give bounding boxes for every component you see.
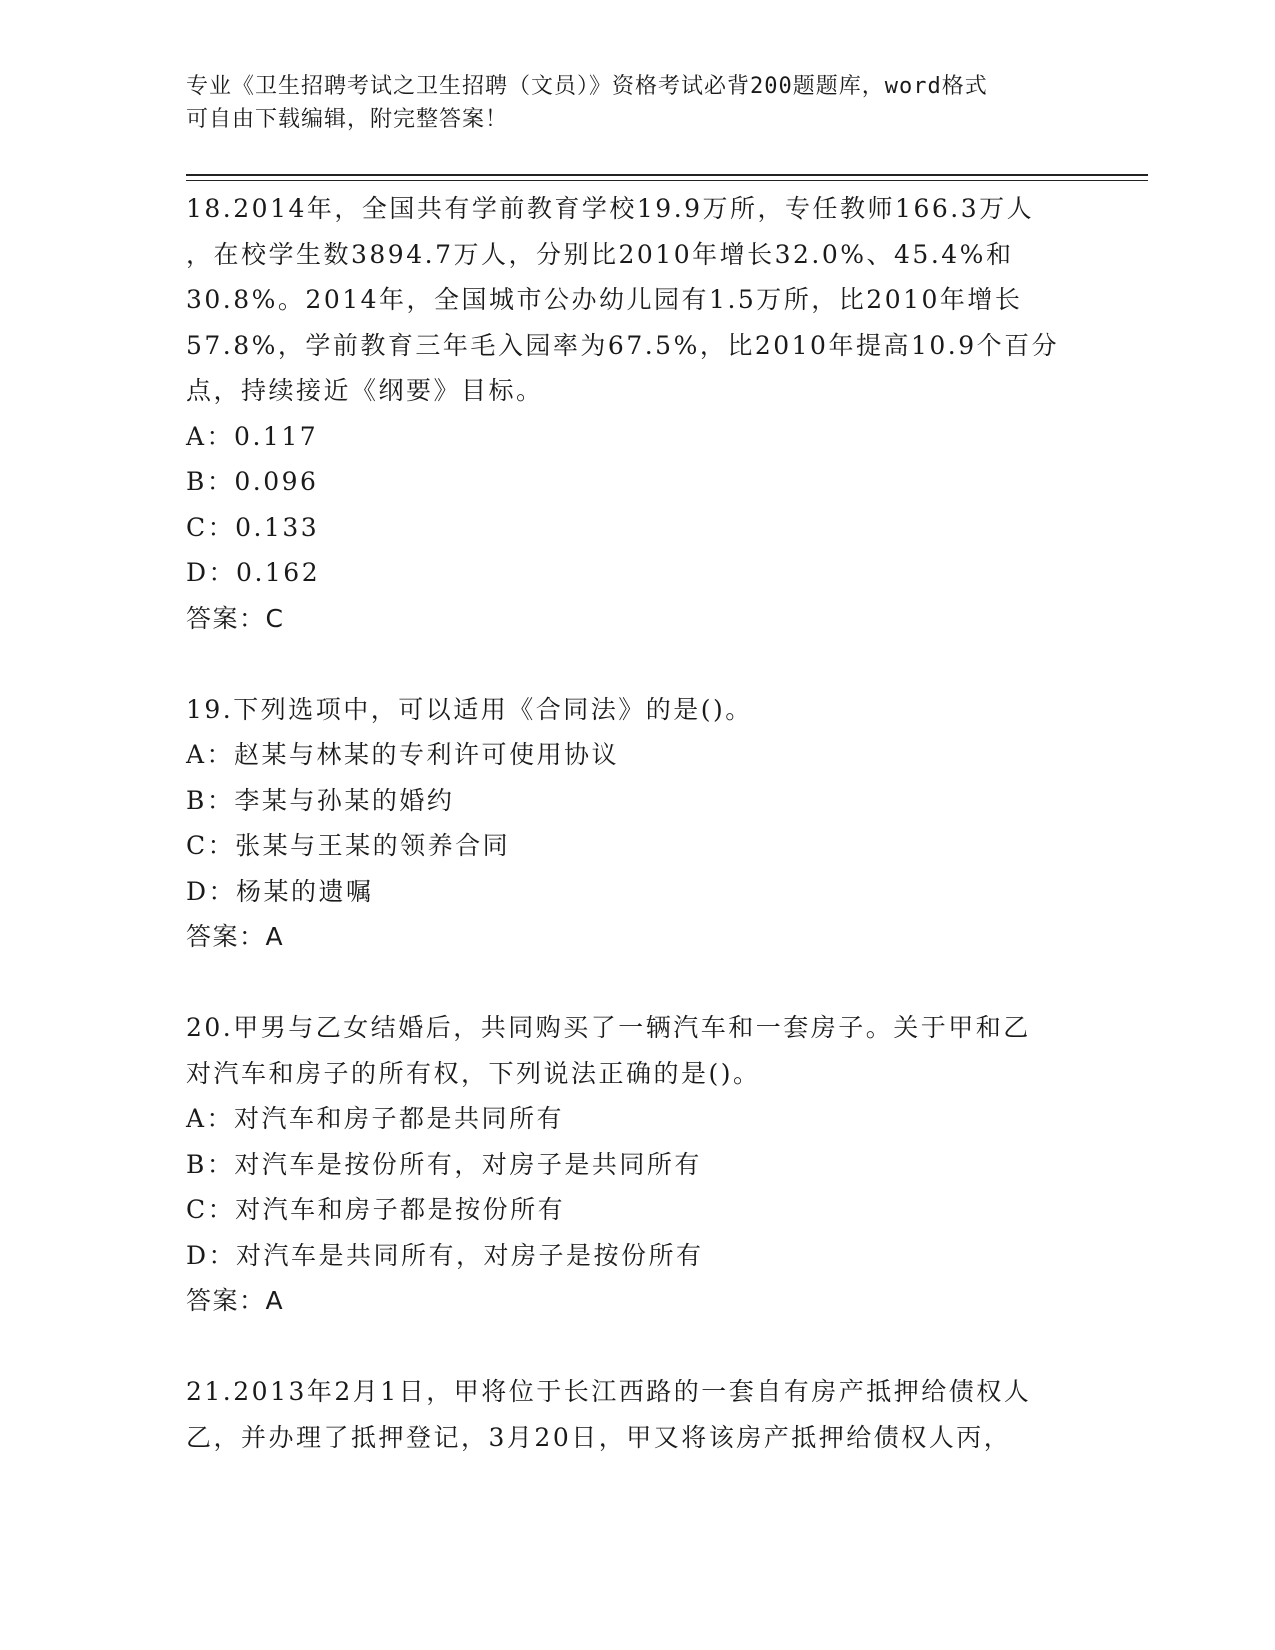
question-19-option-a: A：赵某与林某的专利许可使用协议 [186,740,620,769]
question-20-option-c: C：对汽车和房子都是按份所有 [186,1195,566,1224]
question-18-option-a: A：0.117 [186,421,319,451]
question-21-line-1: 21.2013年2月1日，甲将位于长江西路的一套自有房产抵押给债权人 [186,1377,1032,1406]
question-21-line-2: 乙，并办理了抵押登记，3月20日，甲又将该房产抵押给债权人丙， [186,1422,1012,1452]
question-18-line-2: ，在校学生数3894.7万人，分别比2010年增长32.0%、45.4%和 [186,239,1014,269]
question-20-answer: 答案：A [186,1286,285,1315]
question-18-line-3: 30.8%。2014年，全国城市公办幼儿园有1.5万所，比2010年增长 [186,285,1023,314]
question-21 [186,1369,1076,1460]
question-20-line-2: 对汽车和房子的所有权，下列说法正确的是()。 [186,1058,761,1088]
question-19-option-d: D：杨某的遗嘱 [186,876,374,906]
question-19-answer: 答案：A [186,922,285,951]
question-19-line-1: 19.下列选项中，可以适用《合同法》的是()。 [186,694,753,724]
question-20 [186,1005,1076,1324]
header-line-1: 专业《卫生招聘考试之卫生招聘（文员）》资格考试必背200题题库，word格式 [186,74,988,99]
question-20-option-d: D：对汽车是共同所有，对房子是按份所有 [186,1240,704,1270]
question-18-option-c: C：0.133 [186,512,320,542]
question-20-option-a: A：对汽车和房子都是共同所有 [186,1104,565,1133]
question-18-option-b: B：0.096 [186,467,319,496]
question-20-option-b: B：对汽车是按份所有，对房子是共同所有 [186,1149,702,1179]
question-19-option-c: C：张某与王某的领养合同 [186,831,511,860]
question-18-line-1: 18.2014年，全国共有学前教育学校19.9万所，专任教师166.3万人 [186,194,1035,223]
document-header [186,70,1066,136]
header-divider-thick [186,174,1148,176]
spacer [186,1324,1076,1370]
question-list [186,186,1076,1460]
header-divider-thin [186,180,1148,181]
question-19-option-b: B：李某与孙某的婚约 [186,785,455,815]
question-18 [186,186,1076,641]
question-18-line-4: 57.8%，学前教育三年毛入园率为67.5%，比2010年提高10.9个百分 [186,330,1060,360]
question-20-line-1: 20.甲男与乙女结婚后，共同购买了一辆汽车和一套房子。关于甲和乙 [186,1013,1031,1042]
question-19 [186,687,1076,960]
spacer [186,960,1076,1006]
question-18-option-d: D：0.162 [186,558,321,587]
spacer [186,641,1076,687]
question-18-answer: 答案：C [186,603,285,633]
question-18-line-5: 点，持续接近《纲要》目标。 [186,376,544,405]
header-line-2: 可自由下载编辑，附完整答案！ [186,107,509,132]
